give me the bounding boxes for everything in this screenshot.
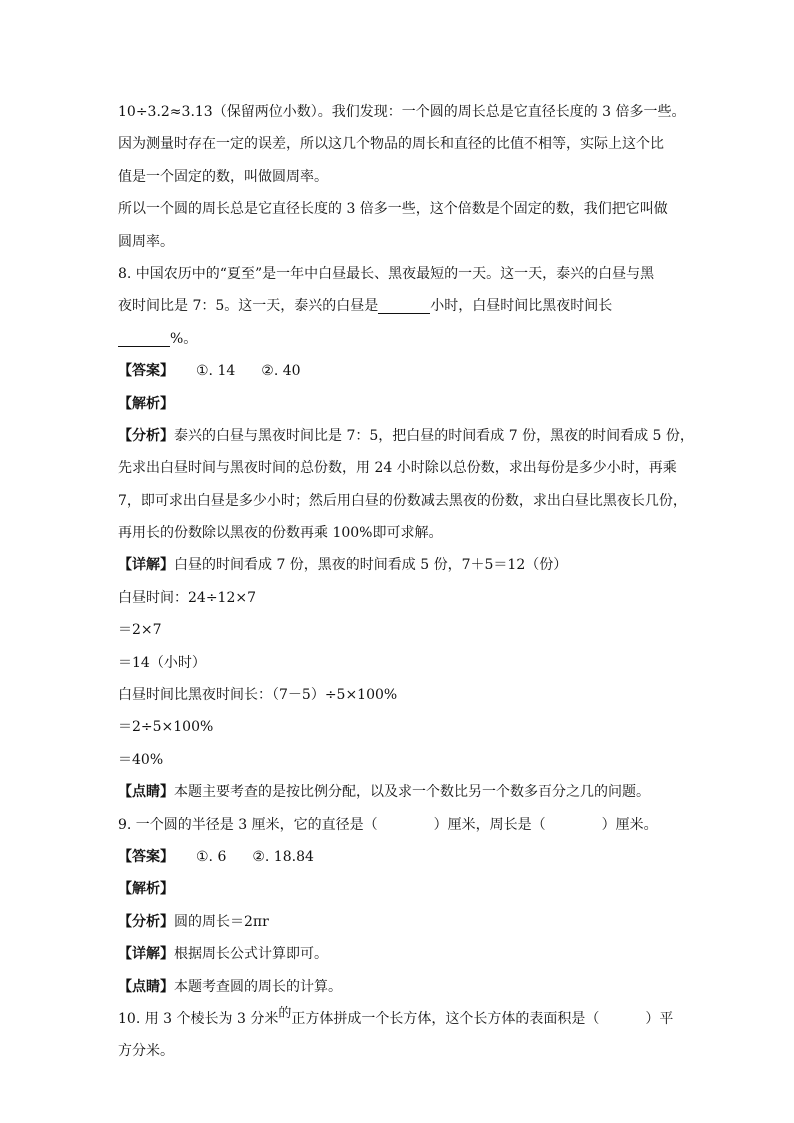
- xiangjie-tag: 【详解】: [118, 557, 174, 574]
- answer-2: ②. 40: [261, 363, 301, 380]
- fenxi-line: [118, 420, 694, 452]
- xiangjie-text: 白昼的时间看成 7 份，黑夜的时间看成 5 份，7＋5＝12（份）: [174, 557, 568, 574]
- fenxi-line: [118, 906, 678, 938]
- q10-text-c: ）平: [645, 1010, 674, 1027]
- xiangjie-text: 根据周长公式计算即可。: [174, 946, 328, 963]
- calc-line: 白昼时间：24÷12×7: [118, 589, 256, 606]
- q9-text-c: ）厘米。: [601, 816, 658, 833]
- calc-line: 白昼时间比黑夜时间长：（7－5）÷5×100%: [118, 687, 398, 704]
- question-10-stem: [118, 1003, 678, 1035]
- dianjing-line: [118, 776, 678, 808]
- text-line: 所以一个圆的周长总是它直径长度的 3 倍多一些，这个倍数是个固定的数，我们把它叫做: [118, 201, 668, 218]
- xiangjie-line: [118, 549, 678, 581]
- q8-text-c: %。: [170, 330, 198, 347]
- question-9-stem: [118, 809, 678, 841]
- document-page: [118, 96, 694, 1068]
- question-8-stem-3: [118, 323, 678, 355]
- fenxi-text: 泰兴的白昼与黑夜时间比是 7：5，把白昼的时间看成 7 份，黑夜的时间看成 5 份，: [174, 427, 694, 444]
- fenxi-line: 再用长的份数除以黑夜的份数再乘 100%即可求解。: [118, 525, 443, 542]
- calc-line: ＝40%: [118, 751, 164, 768]
- calc-line: ＝2÷5×100%: [118, 719, 214, 736]
- q9-text-b: ）厘米，周长是（: [433, 816, 546, 833]
- q9-answer-line: [118, 841, 678, 873]
- answer-1: ①. 14: [196, 363, 236, 380]
- text-line: 10÷3.2≈3.13（保留两位小数）。我们发现：一个圆的周长总是它直径长度的 3 倍多一些。: [118, 104, 686, 120]
- text-line: 圆周率。: [118, 233, 174, 250]
- fenxi-line: 7，即可求出白昼是多少小时；然后用白昼的份数减去黑夜的份数，求出白昼比黑夜长几份，: [118, 492, 687, 509]
- dianjing-tag: 【点睛】: [118, 978, 174, 995]
- q8-answer-line: [118, 355, 678, 387]
- fenxi-line: 先求出白昼时间与黑夜时间的总份数，用 24 小时除以总份数，求出每份是多少小时，再乘: [118, 460, 677, 477]
- answer-2: ②. 18.84: [252, 848, 314, 865]
- calc-line: ＝14（小时）: [118, 654, 206, 671]
- dianjing-text: 本题考查圆的周长的计算。: [174, 978, 342, 995]
- calc-line: ＝2×7: [118, 622, 162, 639]
- question-10-stem-2: 方分米。: [118, 1043, 174, 1060]
- dianjing-line: [118, 971, 678, 1003]
- answer-blank: [378, 295, 430, 314]
- question-8-stem: 8. 中国农历中的“夏至”是一年中白昼最长、黑夜最短的一天。这一天，泰兴的白昼与黑: [118, 265, 655, 282]
- dianjing-text: 本题主要考查的是按比例分配，以及求一个数比另一个数多百分之几的问题。: [174, 784, 650, 801]
- text-line: 因为测量时存在一定的误差，所以这几个物品的周长和直径的比值不相等，实际上这个比: [118, 136, 664, 153]
- jiexi-tag: 【解析】: [118, 881, 174, 898]
- fenxi-tag: 【分析】: [118, 913, 174, 930]
- jiexi-tag: 【解析】: [118, 395, 174, 412]
- q8-text-a: 夜时间比是 7：5。这一天，泰兴的白昼是: [118, 298, 379, 315]
- fenxi-tag: 【分析】: [118, 427, 174, 444]
- text-line: 值是一个固定的数，叫做圆周率。: [118, 168, 328, 185]
- answer-blank: [118, 328, 170, 347]
- q9-text-a: 9. 一个圆的半径是 3 厘米，它的直径是（: [118, 816, 378, 833]
- q10-text-a: 10. 用 3 个棱长为 3 分米: [118, 1010, 279, 1027]
- dianjing-tag: 【点睛】: [118, 784, 174, 801]
- answer-1: ①. 6: [196, 848, 227, 865]
- fenxi-text: 圆的周长＝2πr: [174, 913, 269, 930]
- q10-text-sup: 的: [278, 1005, 292, 1021]
- answer-tag: 【答案】: [118, 363, 174, 380]
- q8-text-b: 小时，白昼时间比黑夜时间长: [430, 298, 613, 315]
- question-8-stem-2: [118, 290, 678, 322]
- xiangjie-line: [118, 938, 678, 970]
- answer-tag: 【答案】: [118, 848, 174, 865]
- xiangjie-tag: 【详解】: [118, 946, 174, 963]
- q10-text-b: 正方体拼成一个长方体，这个长方体的表面积是（: [291, 1010, 600, 1027]
